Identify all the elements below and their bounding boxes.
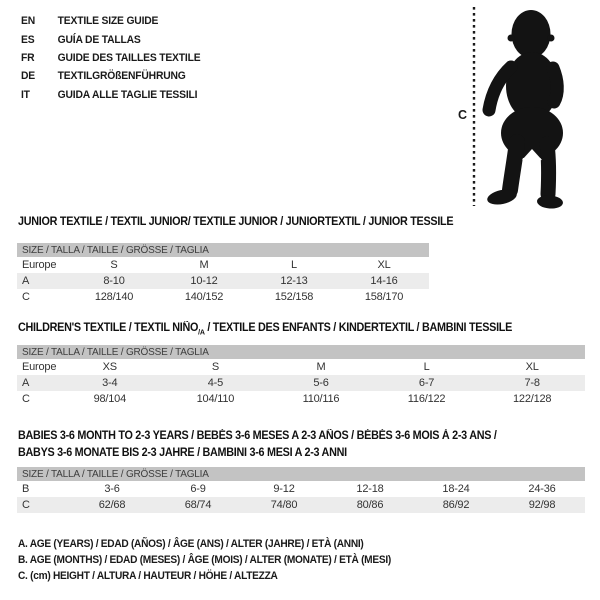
babies-table-title bbox=[18, 428, 497, 461]
height-cell: 98/104 bbox=[93, 393, 127, 405]
lang-row-fr bbox=[21, 49, 200, 67]
title-suffix: / TEXTILE DES ENFANTS / KINDERTEXTIL / BAMBINI TESSILE bbox=[204, 322, 513, 334]
lang-code: FR bbox=[21, 51, 35, 64]
row-label: C bbox=[22, 291, 30, 303]
title-prefix: CHILDREN'S TEXTILE / TEXTIL NIÑO bbox=[18, 322, 199, 334]
babies-title-line2: BABYS 3-6 MONATE BIS 2-3 JAHRE / BAMBINI 3-6 MESI A 2-3 ANNI bbox=[18, 446, 347, 459]
months-cell: 24-36 bbox=[528, 483, 556, 495]
lang-label: GUÍA DE TALLAS bbox=[57, 33, 141, 46]
table-row-height bbox=[17, 497, 585, 513]
row-label: B bbox=[22, 483, 30, 495]
lang-code: EN bbox=[21, 15, 35, 28]
age-cell: 5-6 bbox=[313, 377, 329, 389]
legend-line-c: C. (cm) HEIGHT / ALTURA / HAUTEUR / HÖHE / ALTEZZA bbox=[18, 569, 278, 582]
size-cell: S bbox=[110, 259, 118, 271]
height-cell: 80/86 bbox=[356, 499, 384, 511]
height-cell: 86/92 bbox=[442, 499, 470, 511]
baby-silhouette-icon bbox=[486, 10, 564, 209]
age-cell: 6-7 bbox=[418, 377, 435, 389]
age-cell: 10-12 bbox=[190, 275, 218, 287]
height-cell: 74/80 bbox=[270, 499, 298, 511]
height-cell: 152/158 bbox=[274, 291, 314, 303]
size-header-bar: SIZE / TALLA / TAILLE / GRÖSSE / TAGLIA bbox=[17, 345, 585, 359]
lang-label: GUIDE DES TAILLES TEXTILE bbox=[57, 51, 201, 64]
babies-size-table bbox=[17, 467, 585, 513]
height-cell: 62/68 bbox=[98, 499, 126, 511]
table-row-height bbox=[17, 391, 585, 407]
table-row-height bbox=[17, 289, 429, 305]
height-cell: 92/98 bbox=[528, 499, 556, 511]
height-cell: 110/116 bbox=[302, 393, 340, 405]
lang-row-es bbox=[21, 30, 200, 48]
height-cell: 140/152 bbox=[184, 291, 224, 303]
age-cell: 14-16 bbox=[370, 275, 398, 287]
lang-code: ES bbox=[21, 33, 35, 46]
table-row-months bbox=[17, 481, 585, 497]
size-cell: XL bbox=[377, 259, 391, 271]
children-table-title bbox=[18, 322, 512, 336]
row-label: C bbox=[22, 499, 30, 511]
children-size-table bbox=[17, 345, 585, 407]
size-cell: M bbox=[199, 259, 209, 271]
table-row-europe bbox=[17, 257, 429, 273]
height-measure-label: C bbox=[458, 108, 468, 122]
size-header-bar: SIZE / TALLA / TAILLE / GRÖSSE / TAGLIA bbox=[17, 243, 429, 257]
height-cell: 122/128 bbox=[512, 393, 552, 405]
lang-code: IT bbox=[21, 88, 30, 101]
legend-line-b: B. AGE (MONTHS) / EDAD (MESES) / ÂGE (MOIS) / ALTER (MONATE) / ETÀ (MESI) bbox=[18, 553, 391, 566]
age-cell: 4-5 bbox=[207, 377, 224, 389]
height-cell: 128/140 bbox=[94, 291, 134, 303]
height-cell: 68/74 bbox=[184, 499, 212, 511]
months-cell: 18-24 bbox=[442, 483, 470, 495]
size-cell: XS bbox=[102, 361, 117, 373]
months-cell: 9-12 bbox=[273, 483, 295, 495]
babies-title-line1: BABIES 3-6 MONTH TO 2-3 YEARS / BEBÉS 3-6 MESES A 2-3 AÑOS / BÉBÉS 3-6 MOIS À 2-3 ANS / bbox=[18, 430, 497, 442]
table-row-europe bbox=[17, 359, 585, 375]
size-header-bar: SIZE / TALLA / TAILLE / GRÖSSE / TAGLIA bbox=[17, 467, 585, 481]
age-cell: 12-13 bbox=[280, 275, 308, 287]
legend-line-a: A. AGE (YEARS) / EDAD (AÑOS) / ÂGE (ANS) / ALTER (JAHRE) / ETÀ (ANNI) bbox=[18, 538, 364, 550]
lang-row-de bbox=[21, 67, 200, 85]
height-cell: 104/110 bbox=[196, 393, 235, 405]
size-cell: M bbox=[316, 361, 326, 373]
row-label: A bbox=[22, 377, 30, 389]
lang-label: GUIDA ALLE TAGLIE TESSILI bbox=[57, 88, 198, 101]
table-row-age bbox=[17, 273, 429, 289]
title-subscript: /A bbox=[198, 327, 205, 337]
lang-row-en bbox=[21, 12, 200, 30]
row-label: Europe bbox=[22, 259, 57, 271]
lang-label: TEXTILGRÖßENFÜHRUNG bbox=[57, 70, 186, 83]
age-cell: 8-10 bbox=[103, 275, 125, 287]
row-label: A bbox=[22, 275, 30, 287]
months-cell: 6-9 bbox=[190, 483, 206, 495]
language-title-block bbox=[21, 12, 200, 104]
row-label: C bbox=[22, 393, 30, 405]
months-cell: 12-18 bbox=[356, 483, 384, 495]
height-cell: 116/122 bbox=[407, 393, 446, 405]
lang-code: DE bbox=[21, 70, 35, 83]
junior-table-title: JUNIOR TEXTILE / TEXTIL JUNIOR/ TEXTILE JUNIOR / JUNIORTEXTIL / JUNIOR TESSILE bbox=[18, 216, 454, 228]
age-cell: 7-8 bbox=[524, 377, 540, 389]
height-cell: 158/170 bbox=[364, 291, 404, 303]
size-cell: L bbox=[291, 259, 297, 271]
lang-label: TEXTILE SIZE GUIDE bbox=[57, 15, 159, 28]
size-cell: XL bbox=[525, 361, 539, 373]
months-cell: 3-6 bbox=[104, 483, 120, 495]
table-row-age bbox=[17, 375, 585, 391]
lang-row-it bbox=[21, 86, 200, 104]
row-label: Europe bbox=[22, 361, 57, 373]
age-cell: 3-4 bbox=[102, 377, 118, 389]
measure-legend bbox=[18, 537, 391, 584]
size-cell: L bbox=[423, 361, 430, 373]
junior-size-table bbox=[17, 243, 429, 305]
size-cell: S bbox=[211, 361, 219, 373]
